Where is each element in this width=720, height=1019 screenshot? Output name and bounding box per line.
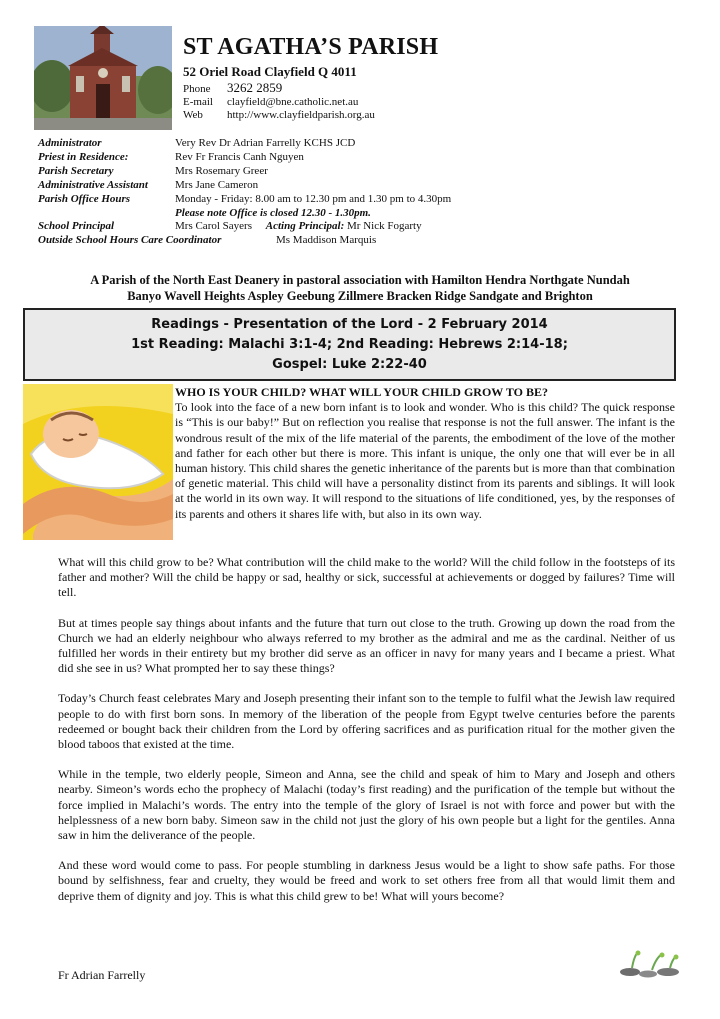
parish-phone (183, 80, 282, 96)
signature: Fr Adrian Farrelly (58, 968, 146, 982)
article-heading: WHO IS YOUR CHILD? WHAT WILL YOUR CHILD GROW TO BE? (175, 385, 548, 399)
article-intro-text: To look into the face of a new born infant is to look and wonder. Who is this child? The quick response is “This is our baby!” But on reflection you realise that response is not the full answer. The infant is the wondrous result of the mix of the life material of the parents, the embodiment of the love of the mother and father for each other but there is more. This infant is unique, the only one that will ever be in all human history. This child shares the genetic inheritance of the parents but is more than that combination of genetic material. This child will have a personality distinct from its parents and siblings. It will look at the world in its own way. It will respond to the situations of life conditioned, yes, by the responses of its parents and others it shares life with, but also in its own way. (175, 400, 675, 521)
parish-web (183, 109, 375, 121)
staff-value: Mrs Jane Cameron (175, 178, 259, 191)
staff-row (38, 193, 678, 207)
staff-list (38, 137, 678, 248)
staff-role: Administrator (38, 137, 102, 149)
article-intro (175, 385, 675, 522)
article-paragraph: What will this child grow to be? What contribution will the child make to the world? Will the child follow in the footsteps of its father and mother? Will the child be happy or sad, healthy or sick, successful at achievements or dogged by failures? Time will tell. (58, 555, 675, 600)
staff-role: Parish Secretary (38, 164, 114, 177)
staff-role: Priest in Residence: (38, 150, 129, 163)
staff-row (38, 151, 678, 165)
web-link[interactable]: http://www.clayfieldparish.org.au (227, 109, 375, 121)
staff-value: Mrs Rosemary Greer (175, 164, 268, 177)
phone-label: Phone (183, 83, 211, 95)
parish-title: ST AGATHA’S PARISH (183, 34, 439, 60)
acting-principal-label: Acting Principal: (265, 220, 345, 233)
staff-value: Monday - Friday: 8.00 am to 12.30 pm and 1.30 pm to 4.30pm (175, 192, 452, 205)
article-paragraph: While in the temple, two elderly people, Simeon and Anna, see the child and speak of him to Mary and Joseph and others nearby. Simeon’s words echo the prophecy of Malachi (today’s first reading) and the purification of the temple but without the force implied in Malachi’s words. The entry into the temple of the glory of Israel is not with force and power but with the helplessness of a new born baby. Simeon saw in the child not just the glory of his own people but a light for the gentiles. Anna saw in him the deliverance of the people. (58, 767, 675, 843)
office-note-row (38, 207, 678, 221)
deanery-line: Banyo Wavell Heights Aspley Geebung Zillmere Bracken Ridge Sandgate and Brighton (127, 289, 593, 303)
web-label: Web (183, 109, 203, 121)
staff-row (38, 234, 678, 248)
staff-role: Administrative Assistant (38, 178, 148, 191)
staff-row (38, 165, 678, 179)
parish-email (183, 96, 358, 108)
staff-row (38, 179, 678, 193)
readings-line: 1st Reading: Malachi 3:1-4; 2nd Reading: Hebrews 2:14-18; (131, 337, 568, 352)
readings-line: Gospel: Luke 2:22-40 (272, 357, 427, 372)
decorative-stones-icon (618, 950, 684, 980)
staff-role: Parish Office Hours (38, 192, 131, 205)
parish-address: 52 Oriel Road Clayfield Q 4011 (183, 64, 357, 79)
article-paragraph: And these word would come to pass. For people stumbling in darkness Jesus would be a light to show safe paths. For those bound by selfishness, fear and cruelty, they would be freed and work to set others free from all that would limit them and deprive them of dignity and joy. This is what this child grew to be! What will yours become? (58, 858, 675, 903)
acting-principal-value: Mr Nick Fogarty (347, 220, 422, 233)
staff-value: Very Rev Dr Adrian Farrelly KCHS JCD (175, 137, 356, 149)
article-body (58, 555, 675, 919)
staff-row (38, 220, 678, 234)
infant-illustration (23, 384, 173, 540)
email-address[interactable]: clayfield@bne.catholic.net.au (227, 96, 359, 108)
staff-value: Mrs Carol Sayers (175, 220, 252, 233)
deanery-line: A Parish of the North East Deanery in pastoral association with Hamilton Hendra Northgate Nundah (90, 273, 630, 287)
article-paragraph: But at times people say things about infants and the future that turn out close to the truth. Growing up down the road from the Church we had an elderly neighbour who always referred to my brother as the admiral and me as the cardinal. Neither of us fulfilled her words in their entirety but my brother did serve as an officer in navy for many years and I became a priest. What did she see in us? What prompted her to say these things? (58, 615, 675, 676)
staff-value: Rev Fr Francis Canh Nguyen (175, 150, 304, 163)
staff-role: School Principal (38, 220, 115, 233)
article-paragraph: Today’s Church feast celebrates Mary and Joseph presenting their infant son to the temple to fulfil what the Jewish law required people to do with first born sons. In memory of the liberation of the people from Egypt twelve centuries before the parents redeemed or bought back their children from the Lord by offering sacrifices and as purification ritual for the mother given the blood taboos that existed at the time. (58, 691, 675, 752)
staff-row (38, 137, 678, 151)
staff-role: Outside School Hours Care Coordinator (38, 234, 222, 247)
church-photo (34, 26, 172, 130)
deanery-statement (40, 272, 680, 304)
readings-box (23, 308, 676, 381)
office-note: Please note Office is closed 12.30 - 1.30pm. (175, 206, 371, 219)
readings-line: Readings - Presentation of the Lord - 2 February 2014 (151, 317, 548, 332)
phone-number: 3262 2859 (227, 80, 283, 95)
email-label: E-mail (183, 96, 213, 108)
staff-value: Ms Maddison Marquis (276, 234, 377, 247)
